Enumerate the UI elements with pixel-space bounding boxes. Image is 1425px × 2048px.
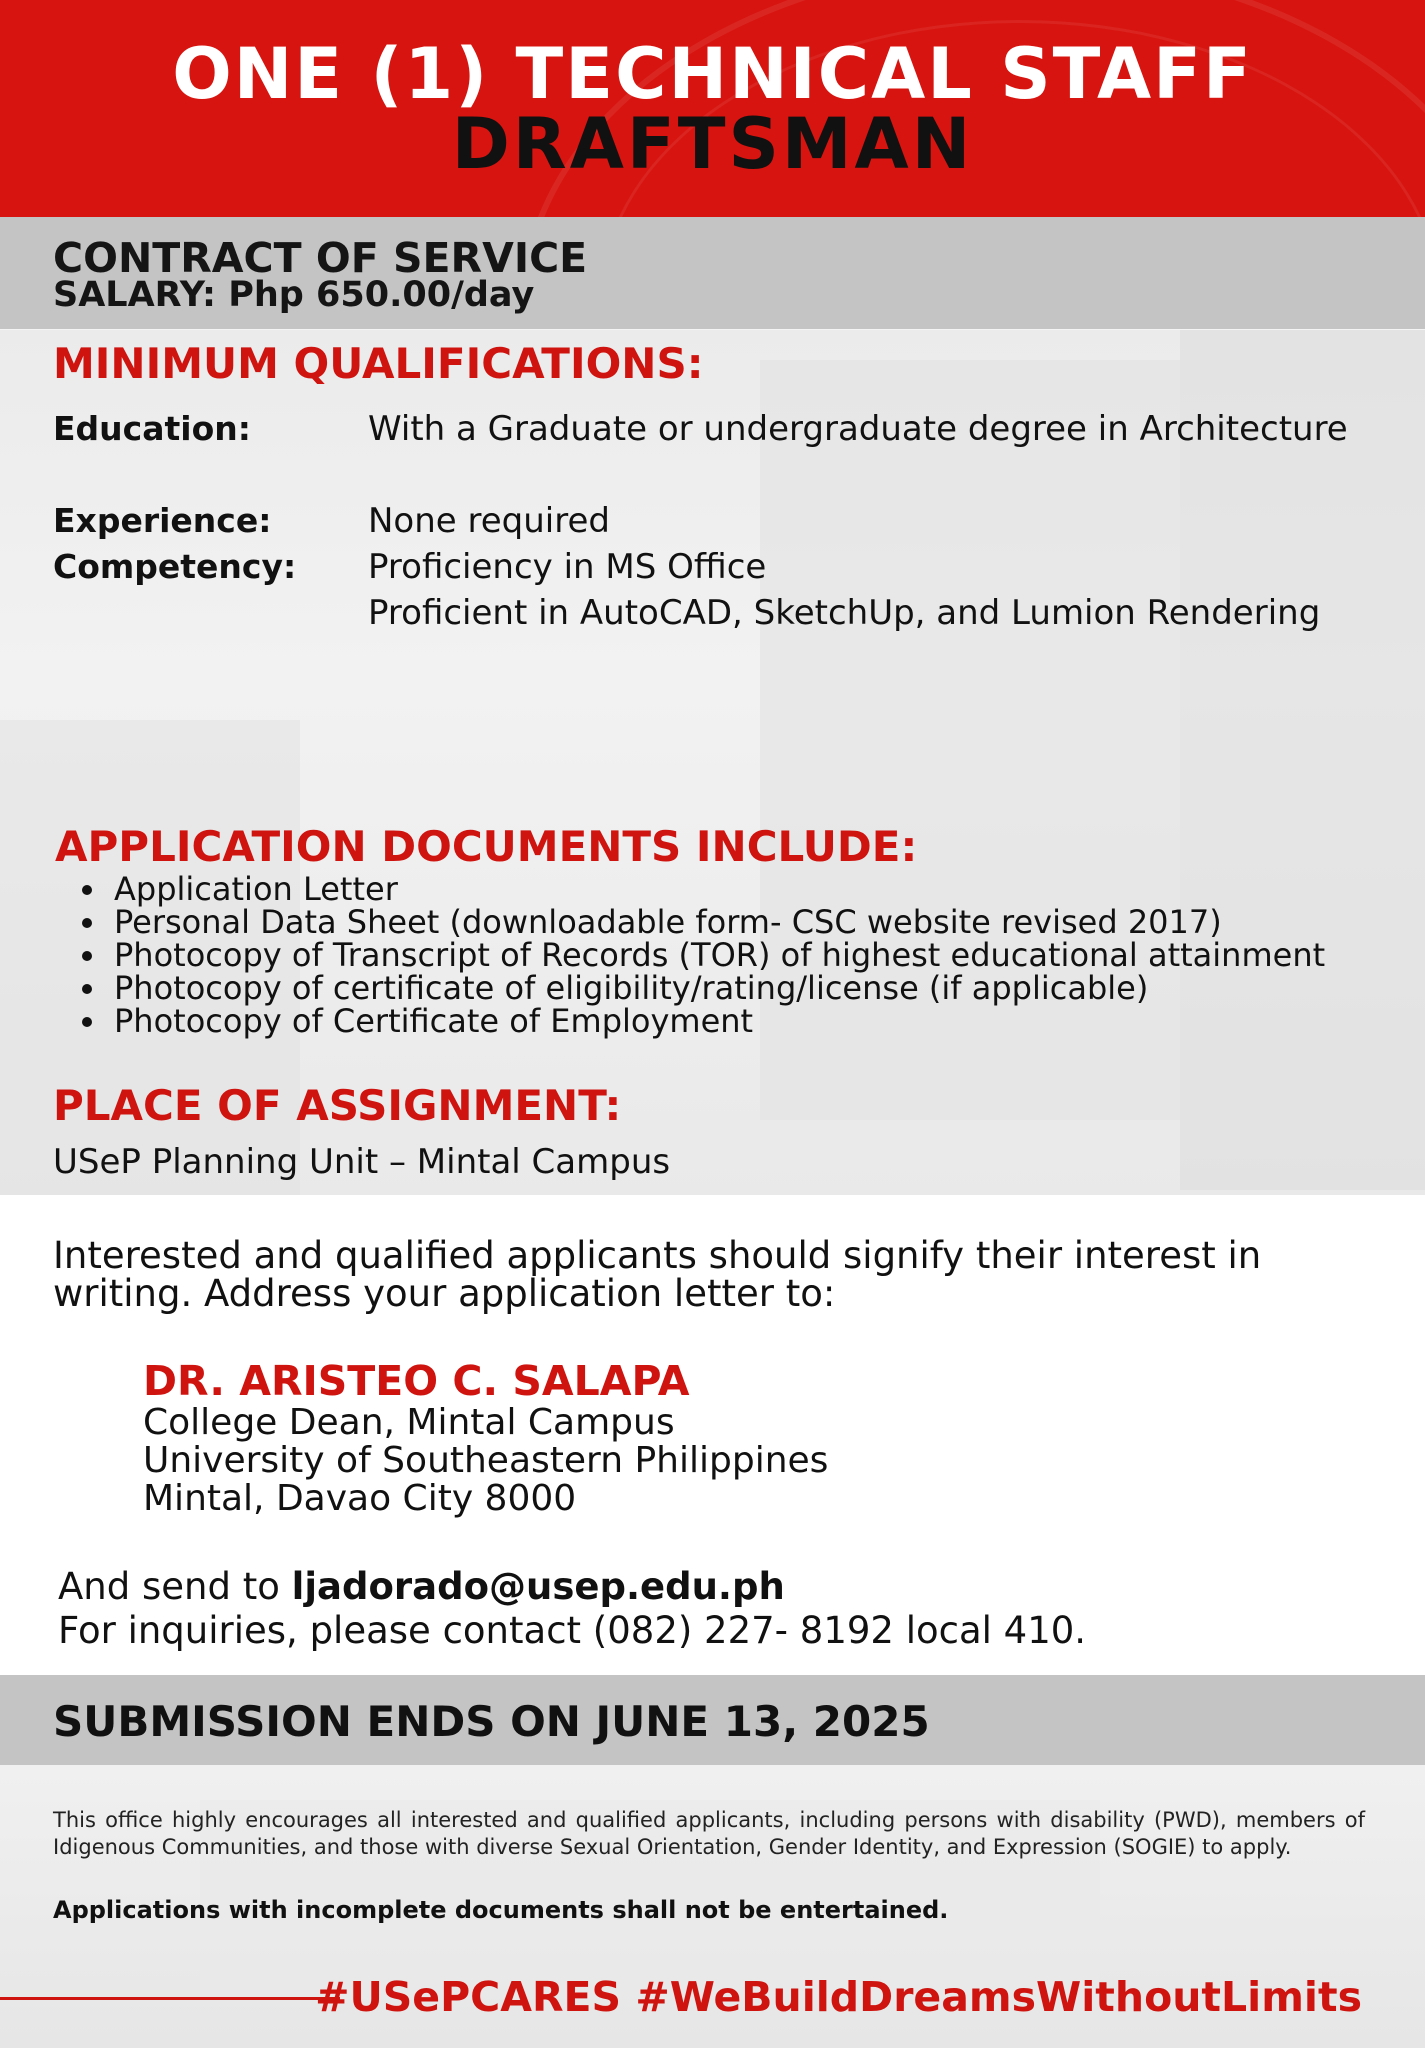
position-title: DRAFTSMAN — [451, 103, 974, 185]
education-label: Education: — [53, 409, 251, 448]
addressee-name: DR. ARISTEO C. SALAPA — [143, 1357, 690, 1405]
hashtags: #USePCARES #WeBuildDreamsWithoutLimits — [315, 1973, 1362, 2021]
addressee-title: College Dean, Mintal Campus — [143, 1402, 675, 1443]
list-item: Photocopy of Transcript of Records (TOR) of highest educational attainment — [78, 939, 1378, 972]
list-item: Photocopy of certificate of eligibility/rating/license (if applicable) — [78, 972, 1378, 1005]
competency-value-office: Proficiency in MS Office — [368, 547, 767, 587]
documents-list — [78, 870, 1378, 1040]
send-prefix: And send to — [58, 1565, 292, 1608]
education-value: With a Graduate or undergraduate degree in Architecture — [368, 409, 1348, 449]
list-item: Personal Data Sheet (downloadable form- CSC website revised 2017) — [78, 906, 1378, 939]
experience-label: Experience: — [53, 501, 272, 540]
send-line — [58, 1566, 785, 1608]
position-count-title: ONE (1) TECHNICAL STAFF — [172, 33, 1253, 115]
documents-heading: APPLICATION DOCUMENTS INCLUDE: — [55, 822, 918, 871]
addressee-city: Mintal, Davao City 8000 — [143, 1478, 577, 1519]
header-banner — [0, 0, 1425, 217]
inquiry-contact: For inquiries, please contact (082) 227- 8192 local 410. — [58, 1609, 1087, 1652]
addressee-block — [143, 1404, 828, 1518]
list-item: Photocopy of Certificate of Employment — [78, 1005, 1378, 1038]
assignment-heading: PLACE OF ASSIGNMENT: — [53, 1081, 622, 1130]
experience-value: None required — [368, 501, 610, 541]
competency-label: Competency: — [53, 547, 297, 586]
submission-deadline: SUBMISSION ENDS ON JUNE 13, 2025 — [53, 1697, 930, 1746]
incomplete-docs-warning: Applications with incomplete documents shall not be entertained. — [53, 1896, 949, 1924]
contract-type: CONTRACT OF SERVICE — [53, 234, 588, 282]
footer-divider — [0, 1997, 340, 2000]
application-intro: Interested and qualified applicants should signify their interest in writing. Address your application letter to: — [53, 1234, 1262, 1315]
inclusivity-notice: This office highly encourages all interested and qualified applicants, including persons with disability (PWD), members of Idigenous Communities, and those with diverse Sexual Orientation, Gender Identity, and Expression (SOGIE) to apply. — [53, 1808, 1365, 1859]
addressee-org: University of Southeastern Philippines — [143, 1440, 829, 1481]
qualifications-heading: MINIMUM QUALIFICATIONS: — [53, 339, 704, 388]
salary-text: SALARY: Php 650.00/day — [53, 275, 535, 315]
competency-value-cad: Proficient in AutoCAD, SketchUp, and Lumion Rendering — [368, 593, 1321, 633]
list-item: Application Letter — [78, 873, 1378, 906]
email-address[interactable]: ljadorado@usep.edu.ph — [291, 1565, 785, 1608]
assignment-value: USeP Planning Unit – Mintal Campus — [53, 1142, 671, 1182]
